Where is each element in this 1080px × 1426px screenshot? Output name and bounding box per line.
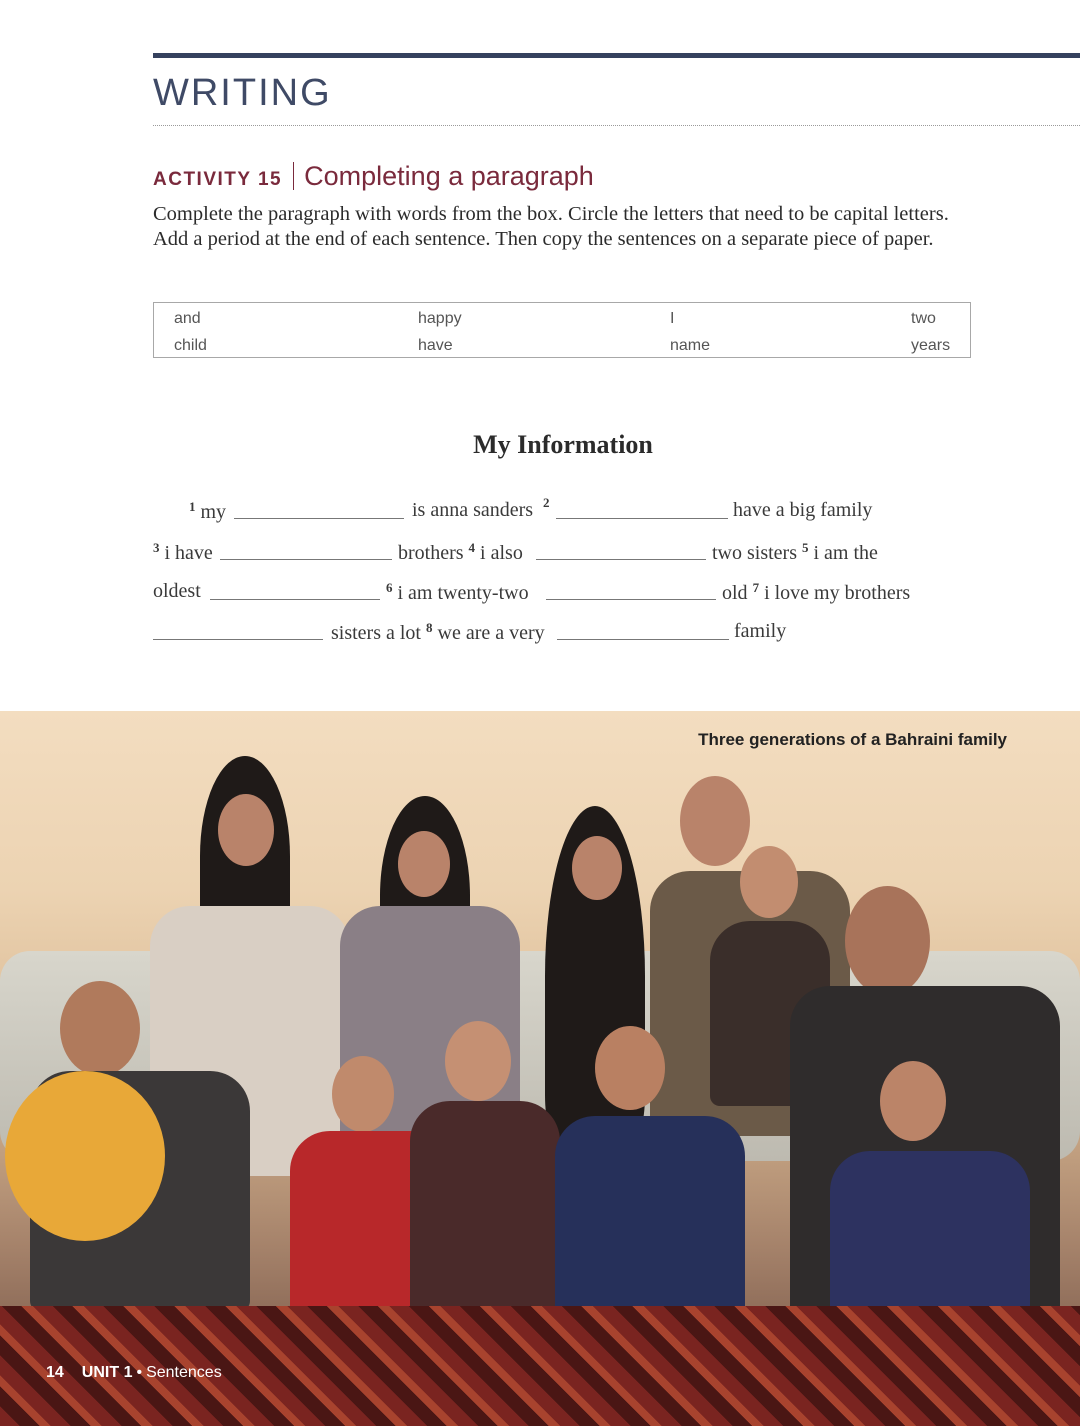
word-box-word: two: [911, 310, 936, 327]
paragraph-fragment: sisters a lot: [331, 622, 421, 644]
sentence-number: 3: [153, 540, 160, 555]
paragraph-fragment: i also: [480, 542, 523, 564]
word-box-word: happy: [418, 310, 462, 327]
word-box-word: have: [418, 337, 453, 354]
paragraph-line-4: [153, 620, 933, 646]
top-rule: [153, 53, 1080, 58]
answer-blank[interactable]: [536, 559, 706, 560]
paragraph-text: [386, 580, 529, 605]
paragraph-fragment: i am the: [813, 542, 878, 564]
answer-blank[interactable]: [153, 639, 323, 640]
unit-label: UNIT 1: [81, 1364, 133, 1381]
paragraph-fragment: is anna sanders: [412, 499, 534, 521]
paragraph-fragment: i am twenty-two: [397, 582, 529, 604]
paragraph-fragment: have a big family: [733, 499, 873, 521]
paragraph-text: [722, 580, 910, 605]
sentence-number: 5: [802, 540, 809, 555]
answer-blank[interactable]: [546, 599, 716, 600]
answer-blank[interactable]: [234, 518, 404, 519]
paragraph-text: [189, 499, 226, 524]
sentence-number: 6: [386, 580, 393, 595]
sentence-number: 7: [752, 580, 760, 595]
paragraph-fragment: i have: [164, 542, 213, 564]
footer-separator: •: [136, 1364, 143, 1381]
chapter-label: Sentences: [146, 1364, 222, 1381]
paragraph-text: [331, 620, 545, 645]
paragraph-fragment: old: [722, 582, 748, 604]
answer-blank[interactable]: [556, 518, 728, 519]
activity-label: ACTIVITY 15: [153, 169, 283, 190]
activity-instructions: Complete the paragraph with words from the box. Circle the letters that need to be capital letters. Add a period at the end of each sentence. Then copy the sentences on a separate piece of paper.: [153, 203, 949, 250]
paragraph-line-3: [153, 580, 933, 606]
sentence-number: 4: [468, 540, 476, 555]
activity-title: Completing a paragraph: [304, 161, 594, 191]
sentence-number: 1: [189, 499, 196, 514]
paragraph-fragment: we are a very: [437, 622, 545, 644]
page-number: 14: [46, 1364, 64, 1381]
paragraph-fragment: two sisters: [712, 542, 797, 564]
word-box: [153, 302, 971, 358]
paragraph-text: [712, 540, 878, 565]
word-box-word: I: [670, 310, 675, 327]
answer-blank[interactable]: [557, 639, 729, 640]
word-box-word: and: [174, 310, 201, 327]
answer-blank[interactable]: [210, 599, 380, 600]
paragraph-text: [153, 540, 213, 565]
page-footer: [46, 1364, 222, 1382]
person-figure: [30, 981, 250, 1311]
sentence-number: 2: [543, 495, 550, 510]
word-box-word: years: [911, 337, 951, 354]
paragraph-line-2: [153, 540, 933, 566]
person-figure: [555, 1026, 745, 1336]
paragraph-fragment: family: [734, 620, 787, 642]
paragraph-fragment: oldest: [153, 580, 201, 602]
activity-heading: [153, 157, 594, 192]
paragraph-title: My Information: [473, 430, 653, 459]
word-box-word: child: [174, 337, 207, 354]
section-divider: [153, 125, 1080, 126]
paragraph-fragment: brothers: [398, 542, 464, 564]
answer-blank[interactable]: [220, 559, 392, 560]
paragraph-fragment: my: [200, 501, 227, 523]
section-title: WRITING: [153, 72, 332, 114]
word-box-word: name: [670, 337, 711, 354]
sentence-number: 8: [426, 620, 433, 635]
photo-caption: Three generations of a Bahraini family: [698, 730, 1007, 749]
paragraph-fragment: i love my brothers: [764, 582, 911, 604]
paragraph-text: [398, 540, 523, 565]
person-figure: [410, 1021, 560, 1341]
family-photo: [0, 711, 1080, 1426]
activity-separator: [293, 162, 294, 190]
paragraph-line-1: [153, 495, 933, 525]
